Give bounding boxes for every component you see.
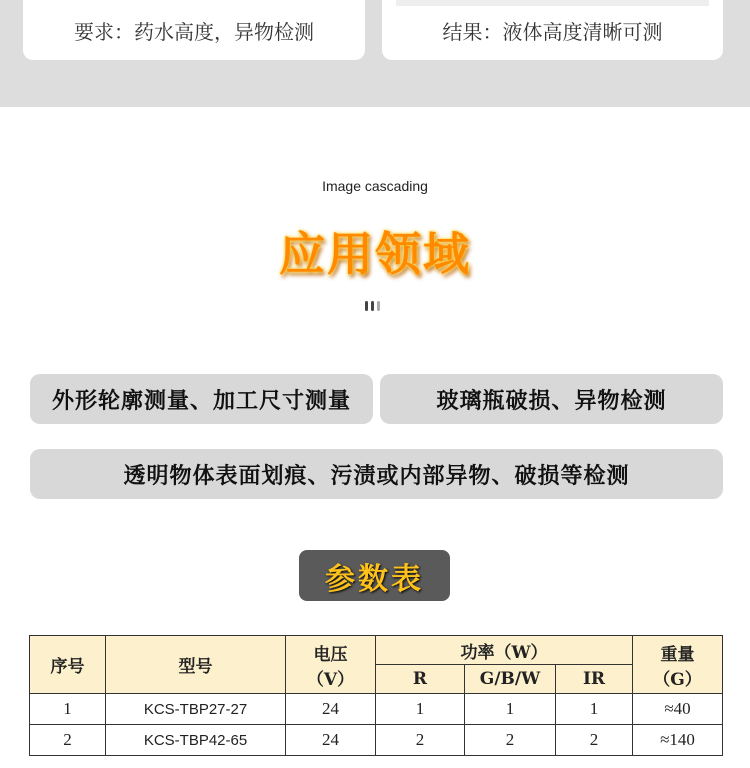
header-power-gbw: G/B/W xyxy=(465,665,556,694)
result-card xyxy=(382,0,723,60)
cell-voltage: 24 xyxy=(286,694,376,725)
carousel-indicator xyxy=(365,301,380,311)
table-row xyxy=(30,694,723,725)
requirement-text: 要求：药水高度，异物检测 xyxy=(74,19,314,44)
cell-power-ir: 1 xyxy=(556,694,633,725)
application-item-contour xyxy=(30,374,373,424)
application-item-glass xyxy=(380,374,723,424)
cell-index: 1 xyxy=(30,694,106,725)
params-table-button[interactable] xyxy=(299,550,450,601)
header-model: 型号 xyxy=(106,636,286,694)
application-item-transparent xyxy=(30,449,723,499)
cell-voltage: 24 xyxy=(286,725,376,756)
application-label: 玻璃瓶破损、异物检测 xyxy=(436,388,667,414)
cell-model: KCS-TBP27-27 xyxy=(106,694,286,725)
header-weight xyxy=(633,636,723,694)
params-button-label: 参数表 xyxy=(325,561,424,597)
header-weight-label: 重量 xyxy=(660,644,695,665)
indicator-dot xyxy=(377,301,380,311)
cell-power-gbw: 2 xyxy=(465,725,556,756)
application-label: 透明物体表面划痕、污渍或内部异物、破损等检测 xyxy=(123,463,630,489)
cell-power-gbw: 1 xyxy=(465,694,556,725)
spec-table xyxy=(29,635,723,756)
cell-weight: ≈40 xyxy=(633,694,723,725)
indicator-dot xyxy=(371,301,374,311)
cell-power-r: 1 xyxy=(376,694,465,725)
header-voltage xyxy=(286,636,376,694)
cell-power-r: 2 xyxy=(376,725,465,756)
header-weight-unit: （G） xyxy=(653,669,702,690)
requirement-card xyxy=(23,0,365,60)
cell-index: 2 xyxy=(30,725,106,756)
header-voltage-unit: （V） xyxy=(306,669,355,690)
section-subtitle: Image cascading xyxy=(322,178,428,194)
result-text: 结果：液体高度清晰可测 xyxy=(442,19,663,44)
application-label: 外形轮廓测量、加工尺寸测量 xyxy=(51,388,351,414)
section-title: 应用领域 xyxy=(279,227,471,281)
header-index: 序号 xyxy=(30,636,106,694)
indicator-dot xyxy=(365,301,368,311)
cell-power-ir: 2 xyxy=(556,725,633,756)
cell-model: KCS-TBP42-65 xyxy=(106,725,286,756)
header-power: 功率（W） xyxy=(376,636,633,665)
table-row xyxy=(30,725,723,756)
header-voltage-label: 电压 xyxy=(313,644,348,665)
cell-weight: ≈140 xyxy=(633,725,723,756)
header-power-r: R xyxy=(376,665,465,694)
header-power-ir: IR xyxy=(556,665,633,694)
